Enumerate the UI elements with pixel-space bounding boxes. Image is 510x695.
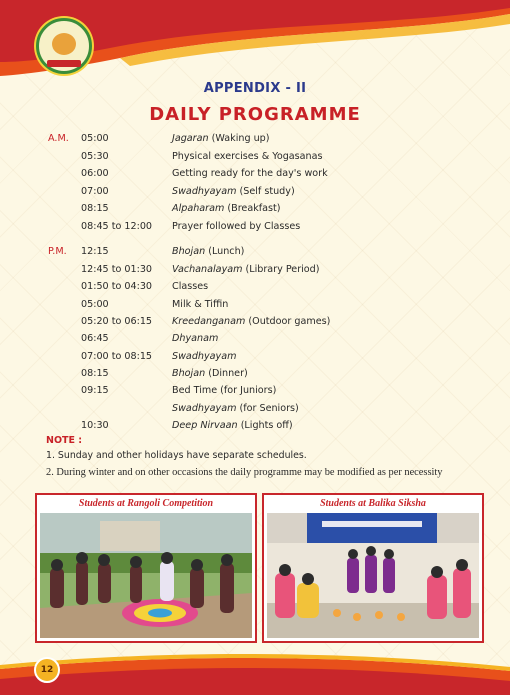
activity-cell: Bed Time (for Juniors) [172, 385, 277, 396]
schedule-row [0, 281, 510, 297]
schedule-row [0, 221, 510, 237]
activity-cell: Swadhyayam [172, 351, 237, 362]
time-cell: 10:30 [81, 420, 109, 431]
activity-cell: Alpaharam (Breakfast) [172, 203, 281, 214]
note-item: 2. During winter and on other occasions the daily programme may be modified as per necessity [46, 467, 443, 478]
schedule-row [0, 368, 510, 384]
time-cell: 06:00 [81, 168, 109, 179]
activity-cell: Bhojan (Dinner) [172, 368, 248, 379]
school-logo [36, 18, 92, 74]
time-cell: 08:45 to 12:00 [81, 221, 153, 232]
activity-cell: Physical exercises & Yogasanas [172, 151, 323, 162]
activity-cell: Prayer followed by Classes [172, 221, 301, 232]
schedule-row [0, 151, 510, 167]
schedule-row [0, 403, 510, 419]
time-cell: 12:45 to 01:30 [81, 264, 153, 275]
activity-cell: Bhojan (Lunch) [172, 246, 245, 257]
photo-caption: Students at Balika Siksha [320, 498, 426, 509]
schedule-row [0, 316, 510, 332]
activity-cell: Dhyanam [172, 333, 219, 344]
schedule-row [0, 333, 510, 349]
activity-cell: Getting ready for the day's work [172, 168, 328, 179]
time-cell: 08:15 [81, 203, 109, 214]
activity-cell: Vachanalayam (Library Period) [172, 264, 320, 275]
schedule-row [0, 351, 510, 367]
time-cell: 09:15 [81, 385, 109, 396]
time-cell: 06:45 [81, 333, 109, 344]
schedule-row [0, 420, 510, 436]
activity-cell: Swadhyayam (Self study) [172, 186, 295, 197]
time-cell: 07:00 [81, 186, 109, 197]
schedule-row [0, 168, 510, 184]
note-label: NOTE : [46, 435, 83, 446]
activity-cell: Swadhyayam (for Seniors) [172, 403, 299, 414]
logo-emblem [52, 33, 76, 55]
time-cell: 07:00 to 08:15 [81, 351, 153, 362]
activity-cell: Classes [172, 281, 209, 292]
activity-cell: Deep Nirvaan (Lights off) [172, 420, 293, 431]
page-number: 12 [34, 657, 60, 683]
time-cell: 01:50 to 04:30 [81, 281, 153, 292]
schedule-row [0, 264, 510, 280]
schedule-row [0, 203, 510, 219]
activity-cell: Kreedanganam (Outdoor games) [172, 316, 331, 327]
photo-rangoli-frame [35, 493, 257, 643]
period-label: P.M. [48, 246, 67, 257]
photo-balika [267, 513, 479, 638]
time-cell: 05:30 [81, 151, 109, 162]
bottom-decorative-band [0, 635, 510, 695]
activity-cell: Milk & Tiffin [172, 299, 229, 310]
time-cell: 05:00 [81, 299, 109, 310]
period-label: A.M. [48, 133, 69, 144]
note-item: 1. Sunday and other holidays have separate schedules. [46, 450, 307, 461]
time-cell: 05:00 [81, 133, 109, 144]
schedule-row [0, 246, 510, 262]
schedule-row [0, 186, 510, 202]
photo-rangoli [40, 513, 252, 638]
time-cell: 12:15 [81, 246, 109, 257]
photo-balika-frame [262, 493, 484, 643]
photo-caption: Students at Rangoli Competition [78, 498, 214, 509]
time-cell: 08:15 [81, 368, 109, 379]
logo-ribbon [47, 60, 81, 67]
activity-cell: Jagaran (Waking up) [172, 133, 270, 144]
schedule-row [0, 385, 510, 401]
schedule-row [0, 133, 510, 149]
schedule-row [0, 299, 510, 315]
time-cell: 05:20 to 06:15 [81, 316, 153, 327]
appendix-heading: APPENDIX - II [203, 81, 307, 96]
page-title: DAILY PROGRAMME [149, 104, 361, 125]
